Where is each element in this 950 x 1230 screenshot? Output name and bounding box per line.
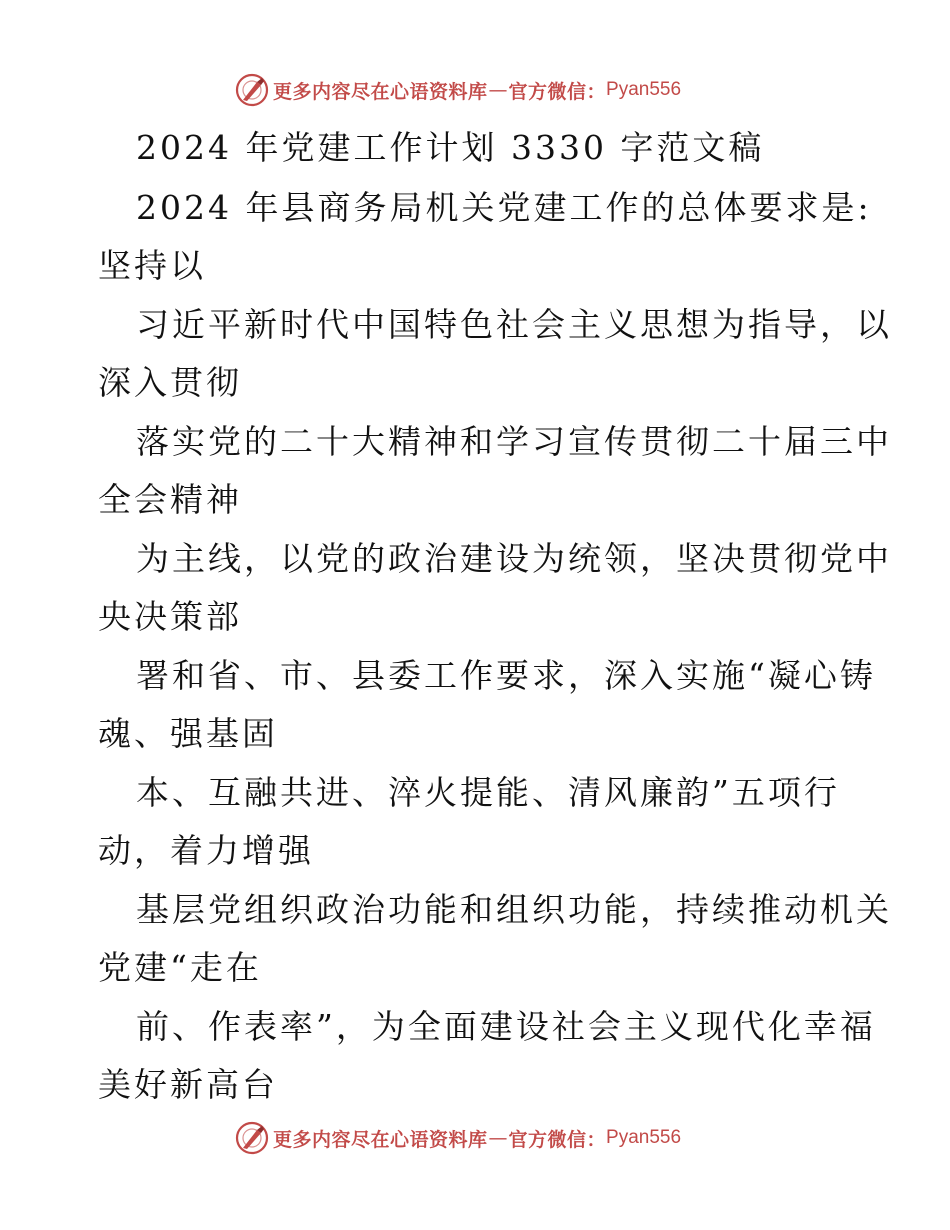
document-title: 2024 年党建工作计划 3330 字范文稿 — [136, 128, 765, 167]
footer-watermark-banner — [235, 1120, 681, 1156]
paragraph-line: 央决策部 — [98, 597, 242, 636]
paragraph-line: 为主线，以党的政治建设为统领，坚决贯彻党中 — [136, 539, 892, 578]
paragraph-line: 魂、强基固 — [98, 714, 278, 753]
paragraph-line: 署和省、市、县委工作要求，深入实施“凝心铸 — [136, 656, 876, 695]
paragraph-line: 本、互融共进、淬火提能、清风廉韵”五项行 — [136, 773, 840, 812]
banner-wechat-id: Pyan556 — [606, 1127, 682, 1148]
paragraph-line: 习近平新时代中国特色社会主义思想为指导，以 — [136, 305, 892, 344]
banner-label: 官方微信： — [508, 1128, 607, 1151]
quill-pen-logo-icon — [235, 1121, 269, 1155]
paragraph-line: 深入贯彻 — [98, 363, 242, 402]
paragraph-line: 基层党组织政治功能和组织功能，持续推动机关 — [136, 890, 892, 929]
paragraph-line: 落实党的二十大精神和学习宣传贯彻二十届三中 — [136, 422, 892, 461]
banner-main-text: 更多内容尽在心语资料库 — [273, 1128, 488, 1151]
paragraph-line: 美好新高台 — [98, 1065, 278, 1104]
banner-label: 官方微信： — [508, 80, 607, 103]
banner-separator: — — [488, 1127, 508, 1149]
banner-separator: — — [488, 79, 508, 101]
paragraph-line: 党建“走在 — [98, 948, 262, 987]
header-watermark-banner — [235, 72, 681, 108]
paragraph-line: 2024 年县商务局机关党建工作的总体要求是: — [136, 188, 872, 227]
quill-pen-logo-icon — [235, 73, 269, 107]
paragraph-line: 全会精神 — [98, 480, 242, 519]
paragraph-line: 坚持以 — [98, 246, 206, 285]
banner-main-text: 更多内容尽在心语资料库 — [273, 80, 488, 103]
paragraph-line: 动，着力增强 — [98, 831, 314, 870]
banner-wechat-id: Pyan556 — [606, 79, 682, 100]
paragraph-line: 前、作表率”，为全面建设社会主义现代化幸福 — [136, 1007, 876, 1046]
